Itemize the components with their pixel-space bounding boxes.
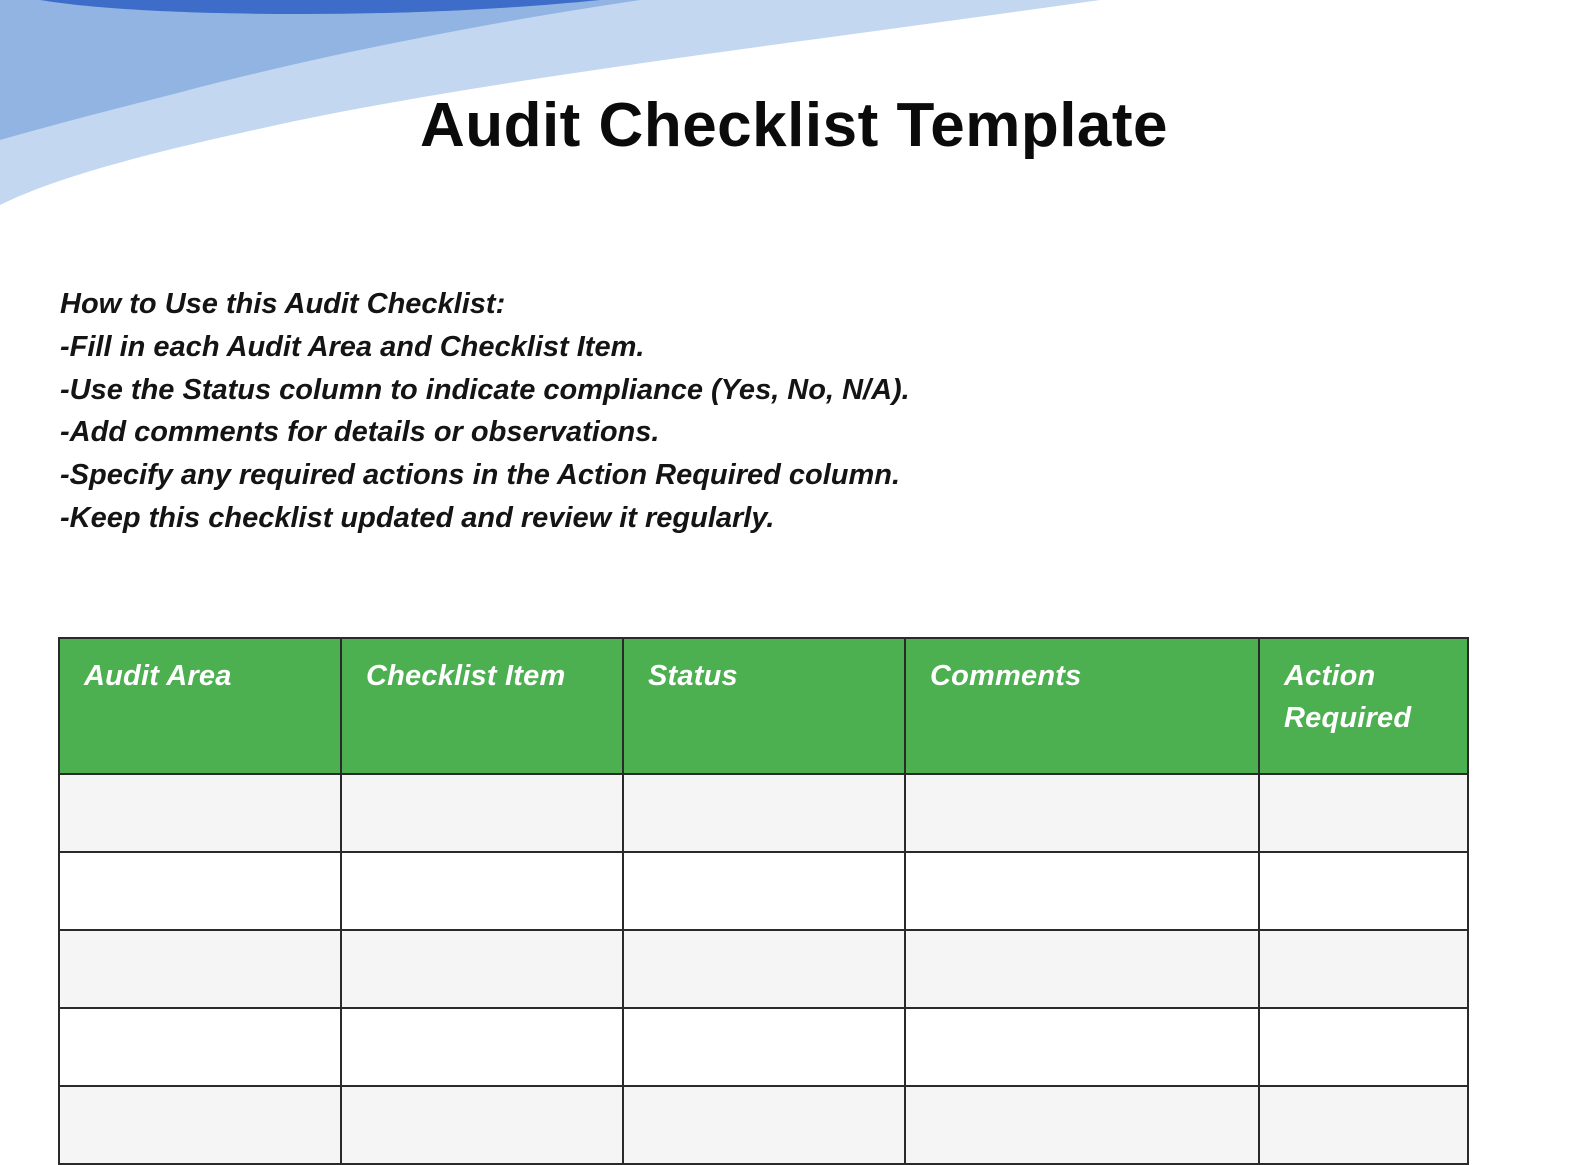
table-header-row xyxy=(59,638,1468,774)
instruction-line: -Add comments for details or observations. xyxy=(60,416,660,449)
table-cell-audit-area[interactable] xyxy=(59,930,341,1008)
table-cell-action-required[interactable] xyxy=(1259,852,1468,930)
table-cell-status[interactable] xyxy=(623,930,905,1008)
instructions-heading: How to Use this Audit Checklist: xyxy=(60,288,506,320)
instruction-line: -Use the Status column to indicate compliance (Yes, No, N/A). xyxy=(60,373,910,406)
column-header-comments: Comments xyxy=(905,638,1259,774)
table-cell-status[interactable] xyxy=(623,1008,905,1086)
instruction-line: -Fill in each Audit Area and Checklist Item. xyxy=(60,330,645,363)
instruction-line: -Keep this checklist updated and review it regularly. xyxy=(60,501,775,534)
table-cell-status[interactable] xyxy=(623,852,905,930)
table-cell-audit-area[interactable] xyxy=(59,852,341,930)
table-cell-comments[interactable] xyxy=(905,930,1259,1008)
column-header-status: Status xyxy=(623,638,905,774)
table-row xyxy=(59,1008,1468,1086)
checklist-table xyxy=(58,637,1469,1165)
table-cell-action-required[interactable] xyxy=(1259,1086,1468,1164)
column-header-checklist-item: Checklist Item xyxy=(341,638,623,774)
table-cell-checklist-item[interactable] xyxy=(341,1086,623,1164)
table-cell-checklist-item[interactable] xyxy=(341,930,623,1008)
table-cell-checklist-item[interactable] xyxy=(341,852,623,930)
column-header-action-required: Action Required xyxy=(1259,638,1468,774)
table-cell-action-required[interactable] xyxy=(1259,774,1468,852)
table-cell-action-required[interactable] xyxy=(1259,930,1468,1008)
instruction-line: -Specify any required actions in the Action Required column. xyxy=(60,459,901,492)
column-header-audit-area: Audit Area xyxy=(59,638,341,774)
page-title: Audit Checklist Template xyxy=(419,91,1169,160)
table-cell-comments[interactable] xyxy=(905,774,1259,852)
table-cell-comments[interactable] xyxy=(905,1008,1259,1086)
table-cell-audit-area[interactable] xyxy=(59,1008,341,1086)
table-cell-comments[interactable] xyxy=(905,1086,1259,1164)
table-cell-status[interactable] xyxy=(623,1086,905,1164)
table-cell-checklist-item[interactable] xyxy=(341,1008,623,1086)
table-row xyxy=(59,1086,1468,1164)
table-cell-action-required[interactable] xyxy=(1259,1008,1468,1086)
table-cell-comments[interactable] xyxy=(905,852,1259,930)
table-row xyxy=(59,774,1468,852)
table-cell-status[interactable] xyxy=(623,774,905,852)
table-cell-audit-area[interactable] xyxy=(59,1086,341,1164)
checklist-table-container xyxy=(58,637,1467,1165)
table-row xyxy=(59,852,1468,930)
table-row xyxy=(59,930,1468,1008)
table-cell-audit-area[interactable] xyxy=(59,774,341,852)
instructions-block xyxy=(60,283,1260,540)
table-cell-checklist-item[interactable] xyxy=(341,774,623,852)
